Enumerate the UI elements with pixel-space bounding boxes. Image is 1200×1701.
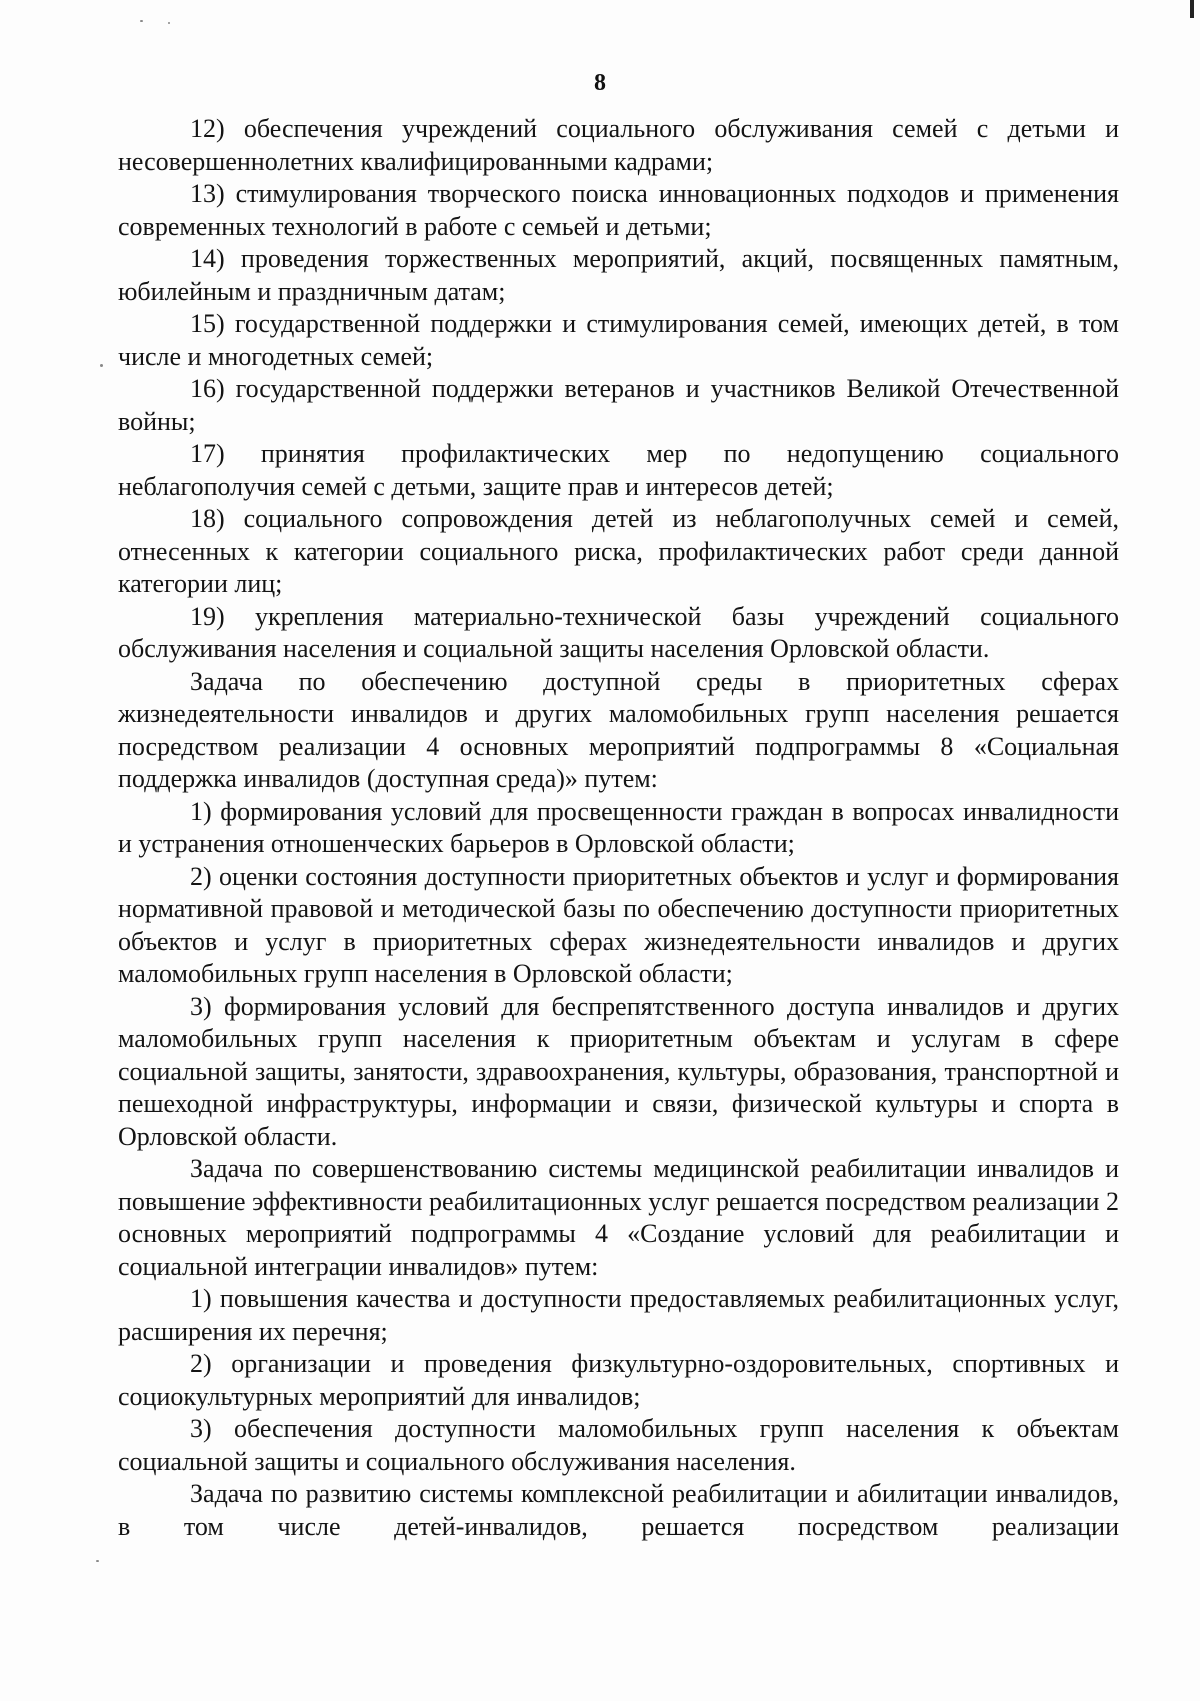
paragraph-rehab-item-3: 3) обеспечения доступности маломобильных групп населения к объектам социальной защиты и социального обслуживания населения. bbox=[118, 1414, 1119, 1476]
paragraph-item-13: 13) стимулирования творческого поиска инновационных подходов и применения современных технологий в работе с семьей и детьми; bbox=[118, 179, 1119, 241]
paragraph-rehab-item-1: 1) повышения качества и доступности предоставляемых реабилитационных услуг, расширения их перечня; bbox=[118, 1284, 1119, 1346]
paragraph-item-16: 16) государственной поддержки ветеранов и участников Великой Отечественной войны; bbox=[118, 374, 1119, 436]
paragraph-task-medical-rehabilitation: Задача по совершенствованию системы медицинской реабилитации инвалидов и повышение эффективности реабилитационных услуг решается посредством реализации 2 основных мероприятий подпрограммы 4 «Создание условий для реабилитации и социальной интеграции инвалидов» путем: bbox=[118, 1154, 1119, 1281]
paragraph-item-14: 14) проведения торжественных мероприятий, акций, посвященных памятным, юбилейным и праздничным датам; bbox=[118, 244, 1119, 306]
paragraph-item-15: 15) государственной поддержки и стимулирования семей, имеющих детей, в том числе и многодетных семей; bbox=[118, 309, 1119, 371]
paragraph-item-12: 12) обеспечения учреждений социального обслуживания семей с детьми и несовершеннолетних квалифицированными кадрами; bbox=[118, 114, 1119, 176]
scan-speck bbox=[100, 364, 103, 367]
paragraph-item-17: 17) принятия профилактических мер по недопущению социального неблагополучия семей с детьми, защите прав и интересов детей; bbox=[118, 439, 1119, 501]
paragraph-item-19: 19) укрепления материально-технической базы учреждений социального обслуживания населения и социальной защиты населения Орловской области. bbox=[118, 601, 1119, 663]
paragraph-env-item-1: 1) формирования условий для просвещенности граждан в вопросах инвалидности и устранения отношенческих барьеров в Орловской области; bbox=[118, 796, 1119, 858]
scan-speck bbox=[140, 20, 143, 22]
document-body bbox=[118, 113, 1119, 1543]
page-number: 8 bbox=[594, 70, 606, 96]
paragraph-env-item-3: 3) формирования условий для беспрепятственного доступа инвалидов и других маломобильных групп населения к приоритетным объектам и услугам в сфере социальной защиты, занятости, здравоохранения, культуры, образования, транспортной и пешеходной инфраструктуры, информации и связи, физической культуры и спорта в Орловской области. bbox=[118, 991, 1119, 1151]
paragraph-env-item-2: 2) оценки состояния доступности приоритетных объектов и услуг и формирования нормативной правовой и методической базы по обеспечению доступности приоритетных объектов и услуг в приоритетных сферах жизнедеятельности инвалидов и других маломобильных групп населения в Орловской области; bbox=[118, 861, 1119, 988]
paragraph-task-complex-rehabilitation: Задача по развитию системы комплексной реабилитации и абилитации инвалидов, в том числе детей-инвалидов, решается посредством реализации bbox=[118, 1479, 1119, 1541]
paragraph-task-accessible-environment: Задача по обеспечению доступной среды в приоритетных сферах жизнедеятельности инвалидов и других маломобильных групп населения решается посредством реализации 4 основных мероприятий подпрограммы 8 «Социальная поддержка инвалидов (доступная среда)» путем: bbox=[118, 666, 1119, 793]
scan-speck bbox=[168, 22, 170, 24]
paragraph-item-18: 18) социального сопровождения детей из неблагополучных семей и семей, отнесенных к категории социального риска, профилактических работ среди данной категории лиц; bbox=[118, 504, 1119, 598]
scan-edge-mark bbox=[1190, 0, 1194, 18]
scan-speck bbox=[96, 1560, 99, 1562]
paragraph-rehab-item-2: 2) организации и проведения физкультурно-оздоровительных, спортивных и социокультурных мероприятий для инвалидов; bbox=[118, 1349, 1119, 1411]
